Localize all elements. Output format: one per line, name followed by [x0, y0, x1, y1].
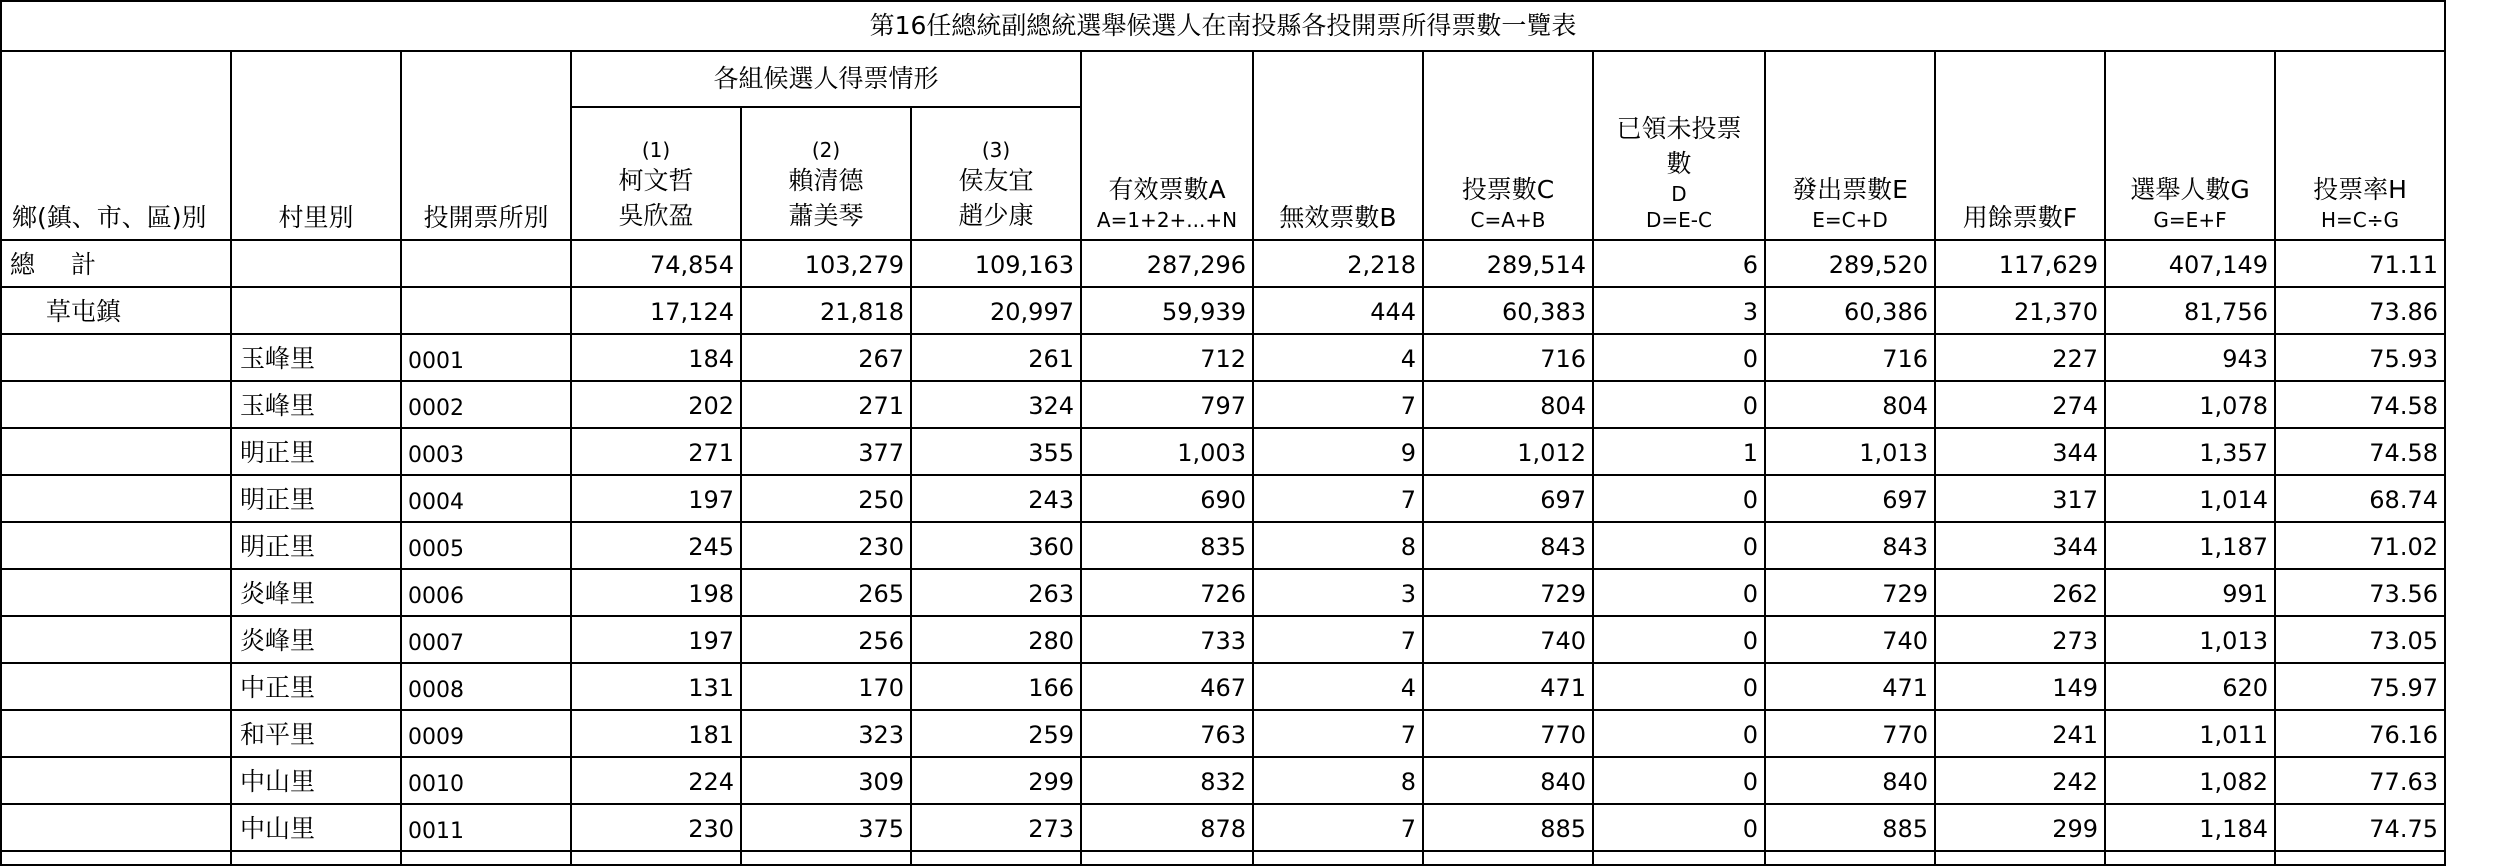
- turnout-cell: 76.16: [2275, 710, 2445, 757]
- candidate-3-cell: 280: [911, 616, 1081, 663]
- issued-cell: 840: [1765, 757, 1935, 804]
- candidate-2-cell: 170: [741, 663, 911, 710]
- unvoted-cell: 1: [1593, 428, 1765, 475]
- remaining-cell: 344: [1935, 428, 2105, 475]
- valid-cell: 797: [1081, 381, 1253, 428]
- unvoted-cell: 0: [1593, 334, 1765, 381]
- issued-cell: 740: [1765, 616, 1935, 663]
- issued-cell: 804: [1765, 381, 1935, 428]
- township-cell: [1, 522, 231, 569]
- unvoted-cell: 0: [1593, 522, 1765, 569]
- total-electors: 407,149: [2105, 240, 2275, 287]
- township-cell: [1, 616, 231, 663]
- header-votes-formula: C=A+B: [1470, 208, 1546, 232]
- candidate-3-cell: 166: [911, 663, 1081, 710]
- header-valid: [1081, 51, 1253, 240]
- station-cell: 0008: [401, 663, 571, 710]
- candidate-3-cell: 355: [911, 428, 1081, 475]
- village-cell: 明正里: [231, 522, 401, 569]
- unvoted-cell: 0: [1593, 616, 1765, 663]
- total-unvoted: 6: [1593, 240, 1765, 287]
- header-electors-label: 選舉人數G: [2130, 175, 2250, 204]
- turnout-cell: 73.05: [2275, 616, 2445, 663]
- header-issued-label: 發出票數E: [1792, 175, 1908, 204]
- turnout-cell: 68.74: [2275, 475, 2445, 522]
- issued-cell: 1,013: [1765, 428, 1935, 475]
- issued-cell: 885: [1765, 804, 1935, 851]
- header-candidate-1: [571, 107, 741, 240]
- issued-cell: 843: [1765, 522, 1935, 569]
- header-unvoted-label1: 已領未投票: [1616, 114, 1742, 143]
- candidate-2-cell: 267: [741, 334, 911, 381]
- total-remaining: 117,629: [1935, 240, 2105, 287]
- candidate-2-cell: 271: [741, 381, 911, 428]
- total-candidate-3: 109,163: [911, 240, 1081, 287]
- partial-cell: [2105, 851, 2275, 865]
- header-electors: [2105, 51, 2275, 240]
- remaining-cell: 344: [1935, 522, 2105, 569]
- electors-cell: 943: [2105, 334, 2275, 381]
- candidate-2-cell: 323: [741, 710, 911, 757]
- turnout-cell: 75.93: [2275, 334, 2445, 381]
- invalid-cell: 7: [1253, 616, 1423, 663]
- valid-cell: 733: [1081, 616, 1253, 663]
- total-votes: 289,514: [1423, 240, 1593, 287]
- header-valid-formula: A=1+2+...+N: [1096, 208, 1238, 232]
- header-invalid: 無效票數B: [1253, 51, 1423, 240]
- township-cell: [1, 663, 231, 710]
- candidate-3-cell: 261: [911, 334, 1081, 381]
- partial-row: [1, 851, 2445, 865]
- invalid-cell: 3: [1253, 569, 1423, 616]
- unvoted-cell: 0: [1593, 569, 1765, 616]
- invalid-cell: 7: [1253, 710, 1423, 757]
- town-remaining: 21,370: [1935, 287, 2105, 334]
- turnout-cell: 71.02: [2275, 522, 2445, 569]
- header-candidates-group: 各組候選人得票情形: [571, 51, 1081, 107]
- remaining-cell: 242: [1935, 757, 2105, 804]
- header-unvoted-label3: D: [1671, 182, 1687, 206]
- candidate-2-name: 賴清德: [788, 166, 864, 195]
- town-station-cell: [401, 287, 571, 334]
- turnout-cell: 74.75: [2275, 804, 2445, 851]
- station-cell: 0005: [401, 522, 571, 569]
- town-votes: 60,383: [1423, 287, 1593, 334]
- town-candidate-1: 17,124: [571, 287, 741, 334]
- valid-cell: 467: [1081, 663, 1253, 710]
- total-label: 總 計: [1, 240, 231, 287]
- candidate-1-cell: 184: [571, 334, 741, 381]
- partial-cell: [1, 851, 231, 865]
- valid-cell: 832: [1081, 757, 1253, 804]
- header-unvoted-label2: 數: [1666, 149, 1692, 178]
- electors-cell: 1,187: [2105, 522, 2275, 569]
- unvoted-cell: 0: [1593, 710, 1765, 757]
- partial-cell: [741, 851, 911, 865]
- candidate-1-cell: 181: [571, 710, 741, 757]
- invalid-cell: 7: [1253, 804, 1423, 851]
- station-cell: 0003: [401, 428, 571, 475]
- village-cell: 明正里: [231, 475, 401, 522]
- partial-cell: [1593, 851, 1765, 865]
- total-village-cell: [231, 240, 401, 287]
- issued-cell: 697: [1765, 475, 1935, 522]
- votes-cell: 1,012: [1423, 428, 1593, 475]
- total-issued: 289,520: [1765, 240, 1935, 287]
- candidate-1-cell: 245: [571, 522, 741, 569]
- invalid-cell: 8: [1253, 757, 1423, 804]
- remaining-cell: 241: [1935, 710, 2105, 757]
- town-valid: 59,939: [1081, 287, 1253, 334]
- station-cell: 0006: [401, 569, 571, 616]
- header-turnout-formula: H=C÷G: [2320, 208, 2400, 232]
- table-title: 第16任總統副總統選舉候選人在南投縣各投開票所得票數一覽表: [1, 1, 2445, 51]
- remaining-cell: 317: [1935, 475, 2105, 522]
- candidate-1-cell: 271: [571, 428, 741, 475]
- remaining-cell: 274: [1935, 381, 2105, 428]
- electors-cell: 1,357: [2105, 428, 2275, 475]
- electors-cell: 1,184: [2105, 804, 2275, 851]
- candidate-3-cell: 273: [911, 804, 1081, 851]
- township-cell: [1, 757, 231, 804]
- station-cell: 0011: [401, 804, 571, 851]
- header-unvoted: [1593, 51, 1765, 240]
- issued-cell: 770: [1765, 710, 1935, 757]
- votes-cell: 471: [1423, 663, 1593, 710]
- header-village: 村里別: [231, 51, 401, 240]
- village-cell: 明正里: [231, 428, 401, 475]
- remaining-cell: 149: [1935, 663, 2105, 710]
- header-unvoted-formula: D=E-C: [1646, 208, 1712, 232]
- candidate-2-cell: 250: [741, 475, 911, 522]
- total-row: [1, 240, 2445, 287]
- town-invalid: 444: [1253, 287, 1423, 334]
- header-votes-label: 投票數C: [1461, 175, 1555, 204]
- village-cell: 中山里: [231, 757, 401, 804]
- town-row: [1, 287, 2445, 334]
- partial-cell: [1765, 851, 1935, 865]
- candidate-1-running-mate: 吳欣盈: [618, 201, 694, 230]
- turnout-cell: 77.63: [2275, 757, 2445, 804]
- township-cell: [1, 804, 231, 851]
- votes-cell: 716: [1423, 334, 1593, 381]
- turnout-cell: 74.58: [2275, 381, 2445, 428]
- total-candidate-2: 103,279: [741, 240, 911, 287]
- township-cell: [1, 381, 231, 428]
- header-electors-formula: G=E+F: [2153, 208, 2227, 232]
- candidate-2-running-mate: 蕭美琴: [788, 201, 864, 230]
- candidate-1-cell: 230: [571, 804, 741, 851]
- votes-cell: 729: [1423, 569, 1593, 616]
- turnout-cell: 75.97: [2275, 663, 2445, 710]
- header-turnout: [2275, 51, 2445, 240]
- header-issued-formula: E=C+D: [1812, 208, 1888, 232]
- valid-cell: 1,003: [1081, 428, 1253, 475]
- total-candidate-1: 74,854: [571, 240, 741, 287]
- votes-cell: 843: [1423, 522, 1593, 569]
- header-township: 鄉(鎮、市、區)別: [1, 51, 231, 240]
- candidate-1-name: 柯文哲: [618, 166, 694, 195]
- village-cell: 玉峰里: [231, 381, 401, 428]
- partial-cell: [571, 851, 741, 865]
- header-candidate-3: [911, 107, 1081, 240]
- station-cell: 0002: [401, 381, 571, 428]
- header-valid-label: 有效票數A: [1108, 175, 1226, 204]
- partial-cell: [401, 851, 571, 865]
- village-cell: 玉峰里: [231, 334, 401, 381]
- candidate-3-cell: 243: [911, 475, 1081, 522]
- candidate-3-cell: 324: [911, 381, 1081, 428]
- station-cell: 0001: [401, 334, 571, 381]
- table-row: [1, 616, 2445, 663]
- table-row: [1, 522, 2445, 569]
- issued-cell: 729: [1765, 569, 1935, 616]
- invalid-cell: 9: [1253, 428, 1423, 475]
- partial-cell: [911, 851, 1081, 865]
- table-row: [1, 428, 2445, 475]
- invalid-cell: 8: [1253, 522, 1423, 569]
- votes-cell: 740: [1423, 616, 1593, 663]
- header-candidate-2: [741, 107, 911, 240]
- township-cell: [1, 475, 231, 522]
- town-candidate-3: 20,997: [911, 287, 1081, 334]
- village-cell: 中正里: [231, 663, 401, 710]
- table-row: [1, 381, 2445, 428]
- partial-cell: [1423, 851, 1593, 865]
- village-cell: 中山里: [231, 804, 401, 851]
- unvoted-cell: 0: [1593, 804, 1765, 851]
- unvoted-cell: 0: [1593, 475, 1765, 522]
- candidate-2-cell: 309: [741, 757, 911, 804]
- table-row: [1, 710, 2445, 757]
- village-cell: 炎峰里: [231, 569, 401, 616]
- table-row: [1, 569, 2445, 616]
- township-cell: [1, 334, 231, 381]
- town-candidate-2: 21,818: [741, 287, 911, 334]
- remaining-cell: 227: [1935, 334, 2105, 381]
- village-cell: 炎峰里: [231, 616, 401, 663]
- candidate-2-cell: 377: [741, 428, 911, 475]
- total-turnout: 71.11: [2275, 240, 2445, 287]
- electors-cell: 1,014: [2105, 475, 2275, 522]
- votes-cell: 804: [1423, 381, 1593, 428]
- candidate-1-number: (1): [641, 138, 671, 162]
- invalid-cell: 4: [1253, 663, 1423, 710]
- valid-cell: 712: [1081, 334, 1253, 381]
- candidate-2-cell: 375: [741, 804, 911, 851]
- valid-cell: 690: [1081, 475, 1253, 522]
- votes-cell: 885: [1423, 804, 1593, 851]
- electors-cell: 1,011: [2105, 710, 2275, 757]
- header-issued: [1765, 51, 1935, 240]
- candidate-2-number: (2): [811, 138, 841, 162]
- station-cell: 0009: [401, 710, 571, 757]
- invalid-cell: 4: [1253, 334, 1423, 381]
- unvoted-cell: 0: [1593, 381, 1765, 428]
- remaining-cell: 299: [1935, 804, 2105, 851]
- candidate-3-number: (3): [981, 138, 1011, 162]
- unvoted-cell: 0: [1593, 663, 1765, 710]
- header-votes: [1423, 51, 1593, 240]
- candidate-2-cell: 230: [741, 522, 911, 569]
- town-issued: 60,386: [1765, 287, 1935, 334]
- turnout-cell: 73.56: [2275, 569, 2445, 616]
- candidate-1-cell: 202: [571, 381, 741, 428]
- issued-cell: 716: [1765, 334, 1935, 381]
- unvoted-cell: 0: [1593, 757, 1765, 804]
- candidate-3-name: 侯友宜: [958, 166, 1034, 195]
- table-row: [1, 757, 2445, 804]
- candidate-1-cell: 197: [571, 475, 741, 522]
- valid-cell: 763: [1081, 710, 1253, 757]
- turnout-cell: 74.58: [2275, 428, 2445, 475]
- partial-cell: [231, 851, 401, 865]
- station-cell: 0007: [401, 616, 571, 663]
- table-row: [1, 334, 2445, 381]
- electors-cell: 1,082: [2105, 757, 2275, 804]
- total-station-cell: [401, 240, 571, 287]
- partial-cell: [1253, 851, 1423, 865]
- votes-cell: 840: [1423, 757, 1593, 804]
- invalid-cell: 7: [1253, 475, 1423, 522]
- candidate-3-cell: 299: [911, 757, 1081, 804]
- table-row: [1, 804, 2445, 851]
- candidate-2-cell: 256: [741, 616, 911, 663]
- partial-cell: [2275, 851, 2445, 865]
- table-row: [1, 475, 2445, 522]
- township-cell: [1, 710, 231, 757]
- total-invalid: 2,218: [1253, 240, 1423, 287]
- issued-cell: 471: [1765, 663, 1935, 710]
- electors-cell: 620: [2105, 663, 2275, 710]
- town-turnout: 73.86: [2275, 287, 2445, 334]
- town-electors: 81,756: [2105, 287, 2275, 334]
- votes-cell: 770: [1423, 710, 1593, 757]
- partial-cell: [1081, 851, 1253, 865]
- candidate-1-cell: 197: [571, 616, 741, 663]
- candidate-3-cell: 360: [911, 522, 1081, 569]
- candidate-3-cell: 259: [911, 710, 1081, 757]
- township-cell: [1, 428, 231, 475]
- village-cell: 和平里: [231, 710, 401, 757]
- candidate-1-cell: 131: [571, 663, 741, 710]
- header-turnout-label: 投票率H: [2313, 175, 2407, 204]
- remaining-cell: 273: [1935, 616, 2105, 663]
- town-village-cell: [231, 287, 401, 334]
- header-remaining: 用餘票數F: [1935, 51, 2105, 240]
- valid-cell: 878: [1081, 804, 1253, 851]
- station-cell: 0004: [401, 475, 571, 522]
- electors-cell: 1,013: [2105, 616, 2275, 663]
- candidate-1-cell: 198: [571, 569, 741, 616]
- invalid-cell: 7: [1253, 381, 1423, 428]
- table-row: [1, 663, 2445, 710]
- electors-cell: 1,078: [2105, 381, 2275, 428]
- electors-cell: 991: [2105, 569, 2275, 616]
- valid-cell: 726: [1081, 569, 1253, 616]
- candidate-1-cell: 224: [571, 757, 741, 804]
- candidate-3-running-mate: 趙少康: [958, 201, 1034, 230]
- candidate-3-cell: 263: [911, 569, 1081, 616]
- total-valid: 287,296: [1081, 240, 1253, 287]
- valid-cell: 835: [1081, 522, 1253, 569]
- partial-cell: [1935, 851, 2105, 865]
- town-unvoted: 3: [1593, 287, 1765, 334]
- township-cell: [1, 569, 231, 616]
- header-station: 投開票所別: [401, 51, 571, 240]
- station-cell: 0010: [401, 757, 571, 804]
- candidate-2-cell: 265: [741, 569, 911, 616]
- votes-cell: 697: [1423, 475, 1593, 522]
- remaining-cell: 262: [1935, 569, 2105, 616]
- town-label: 草屯鎮: [1, 287, 231, 334]
